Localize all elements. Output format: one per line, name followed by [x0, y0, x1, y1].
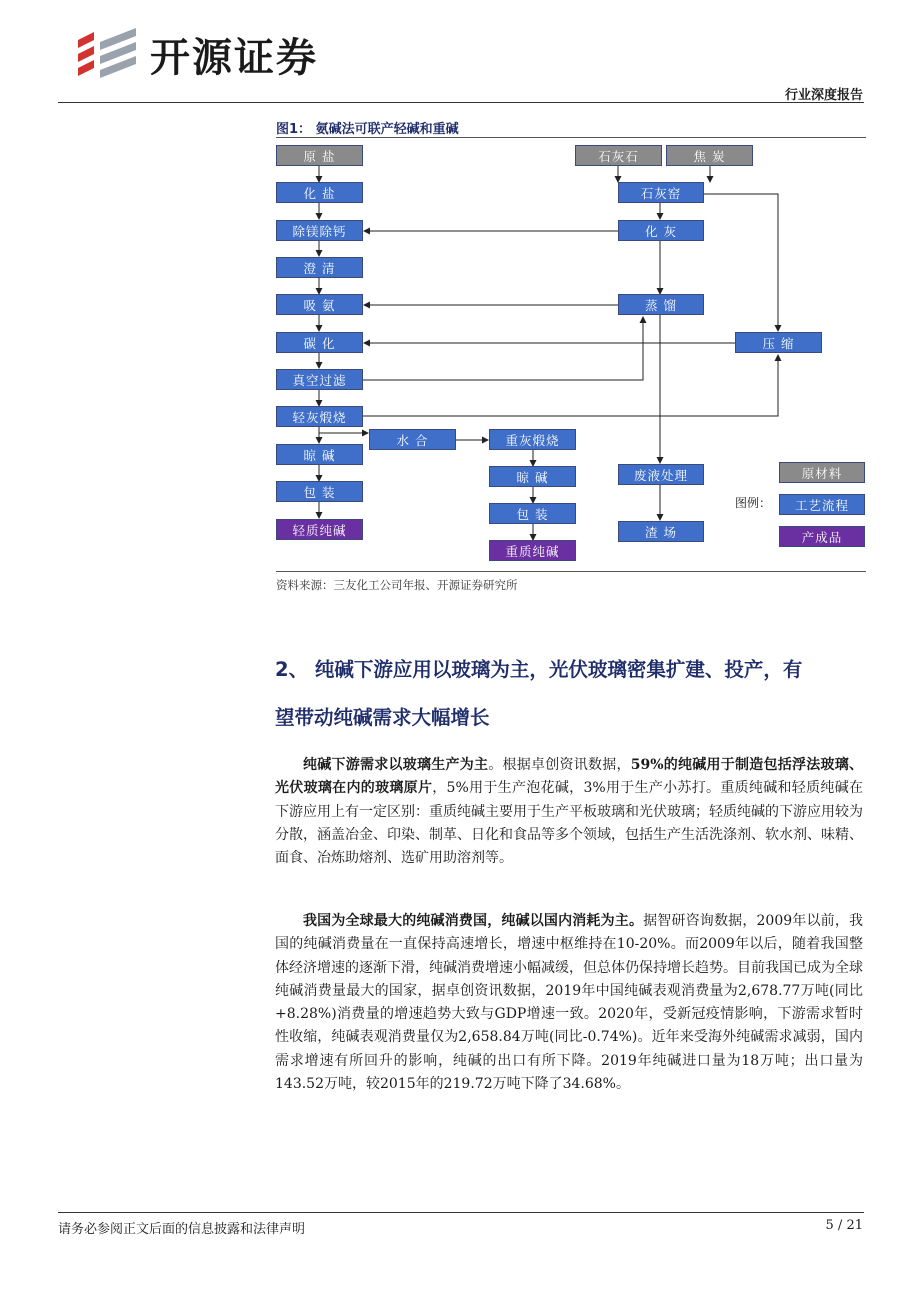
brand-name: 开源证券 — [150, 35, 318, 81]
node-lime-kiln: 石灰窑 — [618, 182, 704, 203]
node-hydrate: 水 合 — [369, 429, 456, 450]
node-cool-1: 晾 碱 — [276, 444, 363, 465]
report-type: 行业深度报告 — [784, 88, 863, 103]
node-waste-treatment: 废液处理 — [618, 464, 704, 485]
para2-bold-1: 我国为全球最大的纯碱消费国，纯碱以国内消耗为主。 — [303, 913, 644, 929]
node-dissolve-salt: 化 盐 — [276, 182, 363, 203]
node-slag-yard: 渣 场 — [618, 521, 704, 542]
section-title-line-2: 望带动纯碱需求大幅增长 — [275, 706, 490, 729]
node-pack-2: 包 装 — [489, 503, 576, 524]
figure-source: 资料来源：三友化工公司年报、开源证券研究所 — [276, 578, 518, 592]
node-carbonize: 碳 化 — [276, 332, 363, 353]
flow-connectors — [0, 0, 920, 580]
node-raw-salt: 原 盐 — [276, 145, 363, 166]
node-light-calcine: 轻灰煅烧 — [276, 406, 363, 427]
node-limestone: 石灰石 — [575, 145, 662, 166]
node-distill: 蒸 馏 — [618, 294, 704, 315]
page-number: 5 / 21 — [825, 1218, 863, 1233]
node-heavy-calcine: 重灰煅烧 — [489, 429, 576, 450]
paragraph-glass-demand — [275, 754, 863, 870]
node-compress: 压 缩 — [735, 332, 822, 353]
para2-text-1: 据智研咨询数据，2009年以前，我国的纯碱消费量在一直保持高速增长，增速中枢维持在10-20%。而2009年以后，随着我国整体经济增速的逐渐下滑，纯碱消费增速小幅减缓，但总体仍保持增长趋势。目前我国已成为全球纯碱消费量最大的国家，据卓创资讯数据，2019年中国纯碱表观消费量为2,678.77万吨(同比+8.28%)消费量的增速趋势大致与GDP增速一致。2020年，受新冠疫情影响，下游需求暂时性收缩，纯碱表观消费量仅为2,658.84万吨(同比-0.74%)。近年来受海外纯碱需求减弱，国内需求增速有所回升的影响，纯碱的出口有所下降。2019年纯碱进口量为18万吨；出口量为143.52万吨，较2015年的219.72万吨下降了34.68%。 — [275, 913, 863, 1093]
para1-bold-1: 纯碱下游需求以玻璃生产为主 — [303, 757, 489, 773]
node-coke: 焦 炭 — [666, 145, 753, 166]
node-vacuum-filter: 真空过滤 — [276, 369, 363, 390]
figure-title: 图1： 氨碱法可联产轻碱和重碱 — [276, 122, 459, 137]
legend-label: 图例： — [735, 496, 772, 510]
section-title-line-1: 2、 纯碱下游应用以玻璃为主，光伏玻璃密集扩建、投产，有 — [275, 658, 803, 681]
node-light-soda-ash: 轻质纯碱 — [276, 519, 363, 540]
paragraph-consumption — [275, 910, 863, 1096]
node-remove-mg-ca: 除镁除钙 — [276, 220, 363, 241]
node-pack-1: 包 装 — [276, 481, 363, 502]
legend-raw: 原材料 — [779, 462, 865, 483]
footer-disclaimer: 请务必参阅正文后面的信息披露和法律声明 — [58, 1222, 306, 1237]
node-clarify: 澄 清 — [276, 257, 363, 278]
legend-product: 产成品 — [779, 526, 865, 547]
para1-text-2: ，5%用于生产泡花碱，3%用于生产小苏打。重质纯碱和轻质纯碱在下游应用上有一定区别：重质纯碱主要用于生产平板玻璃和光伏玻璃；轻质纯碱的下游应用较为分散，涵盖冶金、印染、制革、日化和食品等多个领域，包括生产生活洗涤剂、软水剂、味精、面食、冶炼助熔剂、选矿用助溶剂等。 — [275, 780, 863, 867]
node-heavy-soda-ash: 重质纯碱 — [489, 540, 576, 561]
footer-divider — [58, 1212, 864, 1213]
node-ammonia-absorb: 吸 氨 — [276, 294, 363, 315]
para1-text-1: 。根据卓创资讯数据， — [488, 757, 631, 773]
figure-bottom-rule — [276, 571, 866, 572]
node-cool-2: 晾 碱 — [489, 466, 576, 487]
para1-bold-2: 59%的纯碱用于制造包括浮法玻璃、光伏玻璃在内的玻璃原片 — [275, 757, 864, 797]
legend-process: 工艺流程 — [779, 494, 865, 515]
node-slake-lime: 化 灰 — [618, 220, 704, 241]
